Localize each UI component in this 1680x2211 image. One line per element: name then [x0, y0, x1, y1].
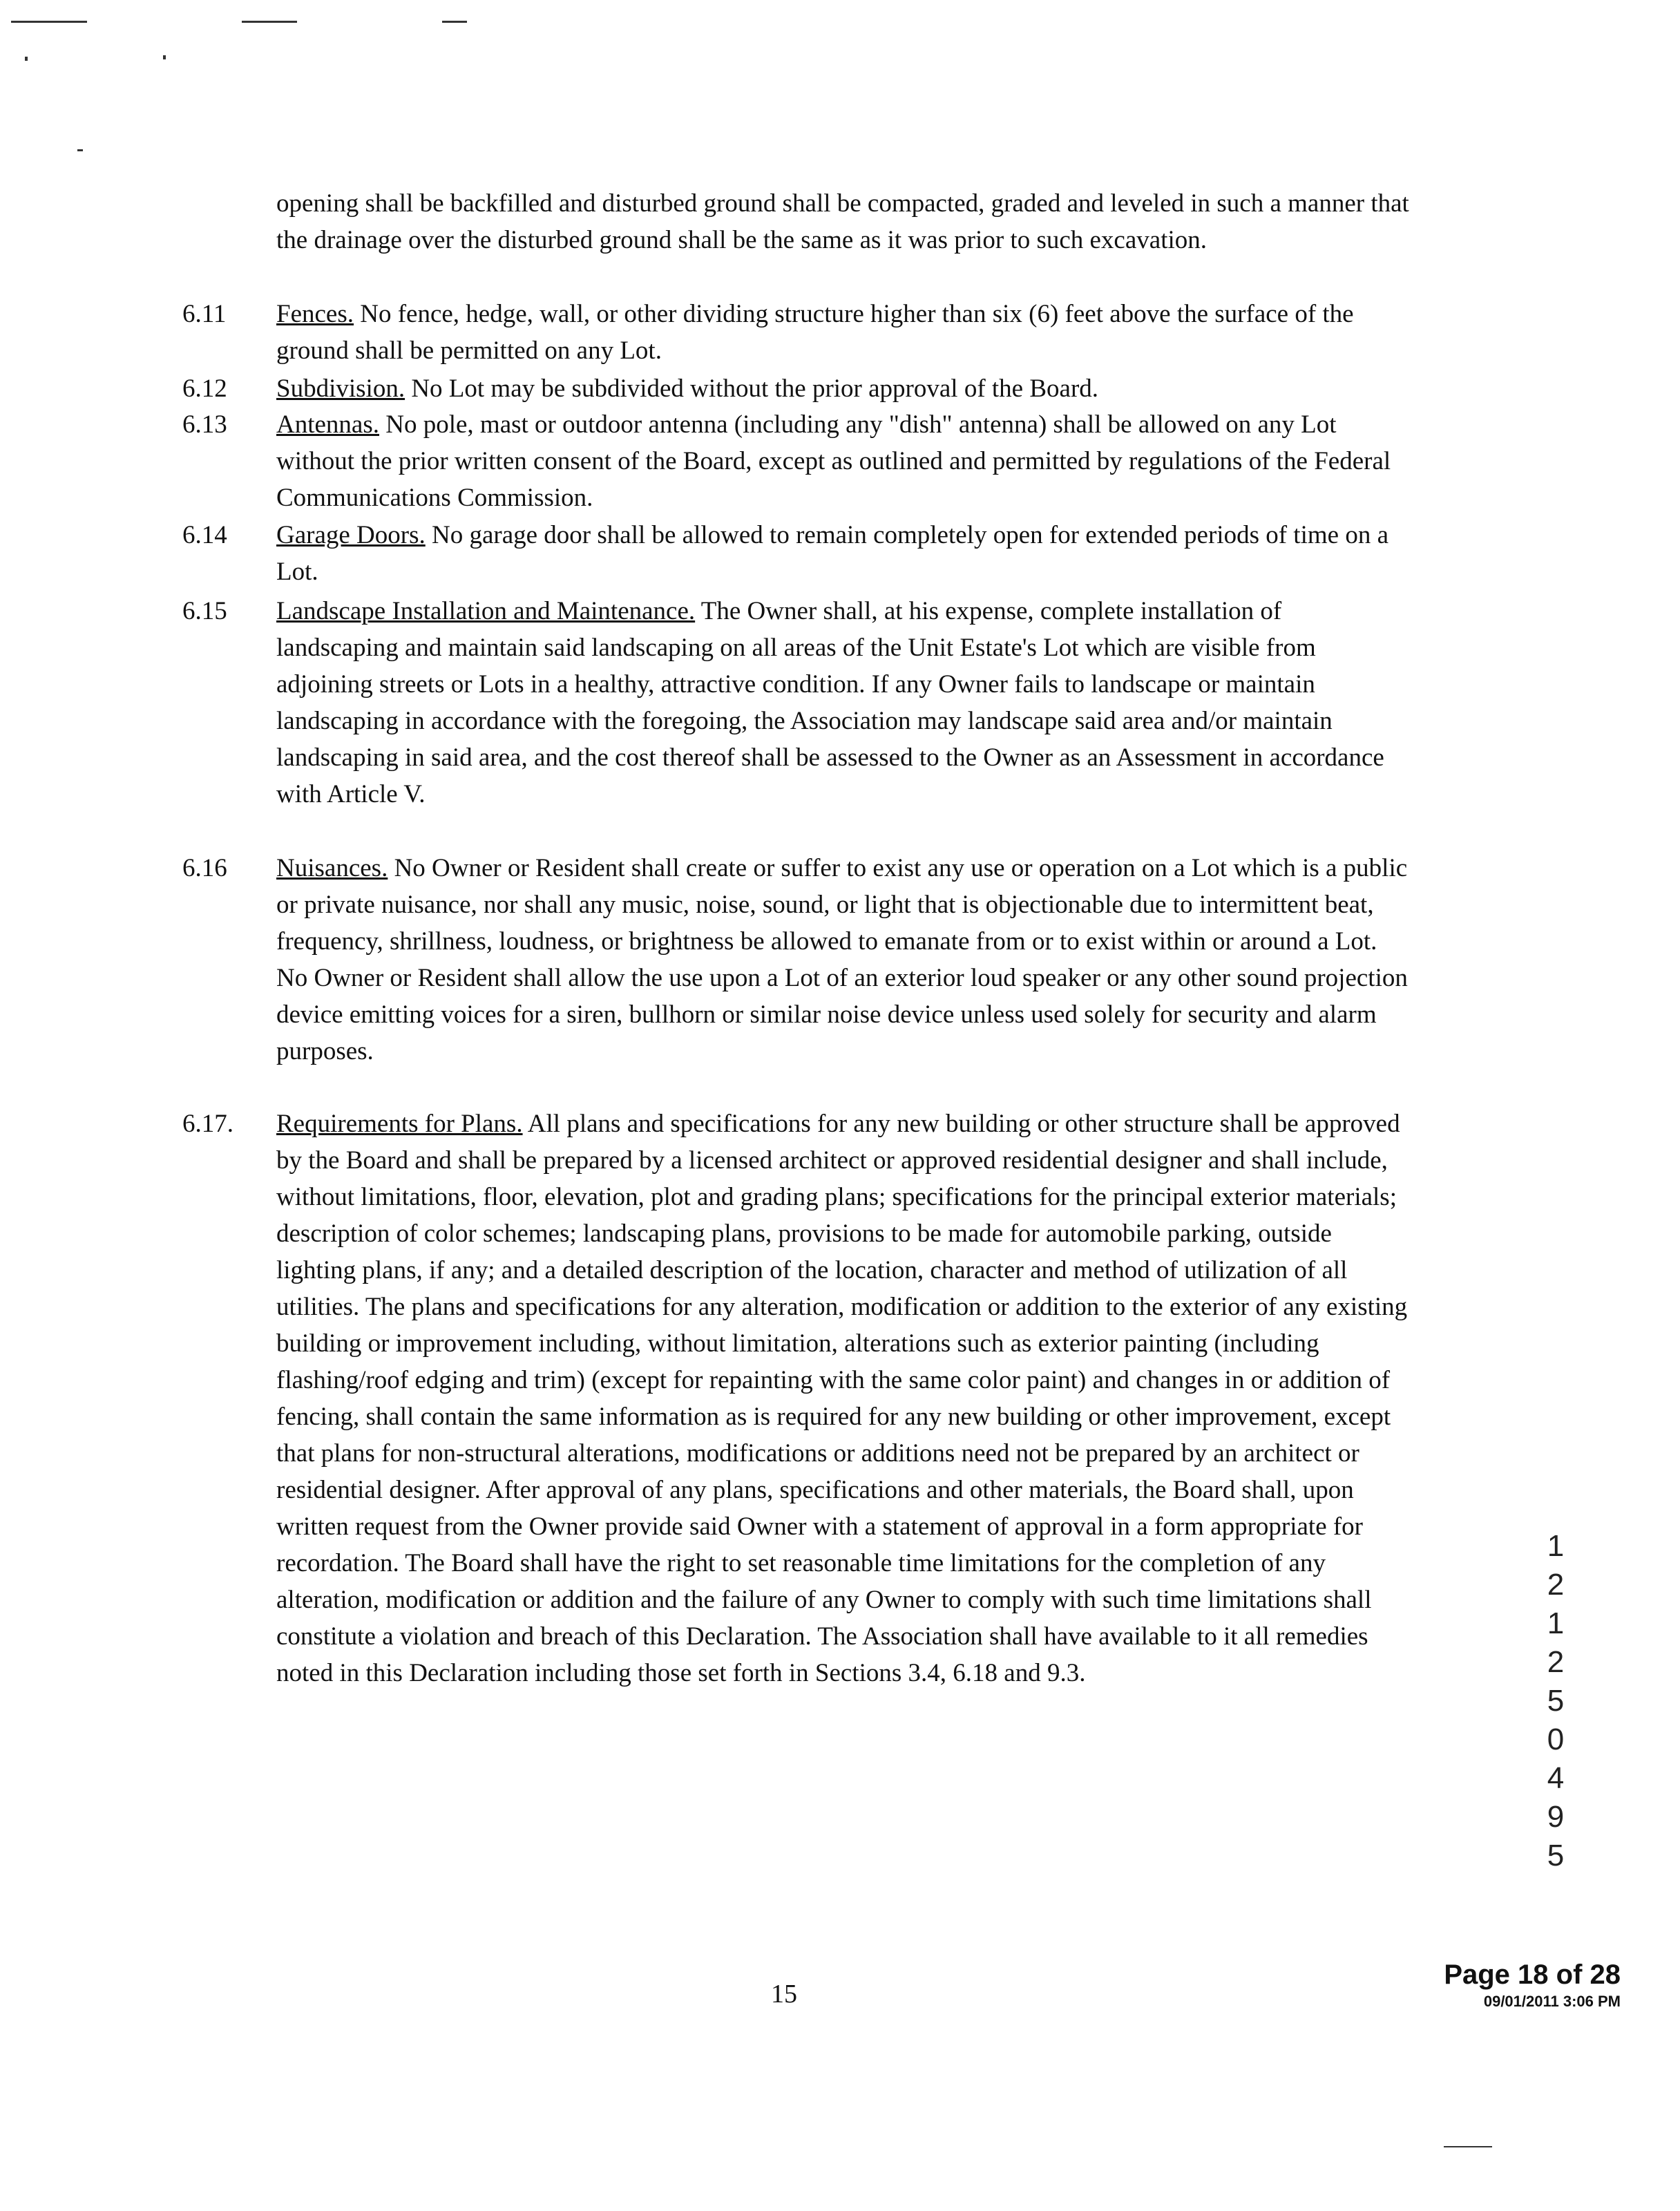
side-digit: 4	[1547, 1761, 1565, 1795]
section-6-16	[182, 850, 1426, 1070]
scan-mark	[25, 57, 28, 61]
section-body	[276, 406, 1409, 516]
section-heading: Landscape Installation and Maintenance.	[276, 597, 696, 625]
section-6-17	[182, 1106, 1426, 1691]
section-body	[276, 370, 1409, 407]
section-6-12	[182, 370, 1426, 407]
page-stamp-timestamp: 09/01/2011 3:06 PM	[1483, 1993, 1621, 2010]
side-digit: 2	[1547, 1645, 1565, 1679]
section-text: No garage door shall be allowed to remain completely open for extended periods of time on a Lot.	[276, 521, 1388, 586]
side-digit: 5	[1547, 1684, 1565, 1718]
section-body	[276, 1106, 1409, 1691]
section-text: All plans and specifications for any new building or other structure shall be approved by the Board and shall be prepared by a licensed architect or approved residential designer and shall include, without limitations, floor, elevation, plot and grading plans; specifications for the principal exterior materials; description of color schemes; landscaping plans, provisions to be made for automobile parking, outside lighting plans, if any; and a detailed description of the location, character and method of utilization of all utilities. The plans and specifications for any alteration, modification or addition to the exterior of any existing building or improvement including, without limitation, alterations such as exterior painting (including flashing/roof edging and trim) (except for repainting with the same color paint) and changes in or addition of fencing, shall contain the same information as is required for any new building or other improvement, except that plans for non-structural alterations, modifications or additions need not be prepared by an architect or residential designer. After approval of any plans, specifications and other materials, the Board shall, upon written request from the Owner provide said Owner with a statement of approval in a form appropriate for recordation. The Board shall have the right to set reasonable time limitations for the completion of any alteration, modification or addition and the failure of any Owner to comply with such time limitations shall constitute a violation and breach of this Declaration. The Association shall have available to it all remedies noted in this Declaration including those set forth in Sections 3.4, 6.18 and 9.3.	[276, 1110, 1408, 1687]
section-number: 6.14	[182, 521, 227, 549]
section-text: No pole, mast or outdoor antenna (including any "dish" antenna) shall be allowed on any Lot without the prior written consent of the Board, except as outlined and permitted by regulations of the Federal Communications Commission.	[276, 410, 1391, 512]
section-body	[276, 517, 1409, 590]
scan-mark	[163, 55, 166, 59]
section-body	[276, 850, 1409, 1070]
section-6-13	[182, 406, 1426, 516]
scan-mark	[77, 149, 83, 151]
section-6-14	[182, 517, 1426, 590]
section-number: 6.15	[182, 597, 227, 625]
section-heading: Subdivision.	[276, 374, 405, 403]
scan-mark	[1444, 2146, 1492, 2147]
section-number: 6.13	[182, 410, 227, 439]
section-body	[276, 296, 1409, 369]
section-text: No Owner or Resident shall create or suffer to exist any use or operation on a Lot which is a public or private nuisance, nor shall any music, noise, sound, or light that is objectionable due to intermittent beat, frequency, shrillness, loudness, or brightness be allowed to emanate from or to exist within or around a Lot. No Owner or Resident shall allow the use upon a Lot of an exterior loud speaker or any other sound projection device emitting voices for a siren, bullhorn or similar noise device unless used solely for security and alarm purposes.	[276, 854, 1408, 1065]
section-number: 6.11	[182, 300, 227, 328]
section-heading: Fences.	[276, 300, 354, 328]
section-number: 6.12	[182, 374, 227, 403]
section-body	[276, 593, 1409, 813]
section-heading: Garage Doors.	[276, 521, 426, 549]
side-digit: 1	[1547, 1606, 1565, 1640]
scan-mark	[242, 21, 297, 23]
side-digit: 2	[1547, 1568, 1565, 1602]
page-number: 15	[771, 1980, 797, 2009]
section-number: 6.17.	[182, 1110, 233, 1138]
scan-mark	[442, 21, 467, 23]
section-text: No fence, hedge, wall, or other dividing structure higher than six (6) feet above the surface of the ground shall be permitted on any Lot.	[276, 300, 1354, 365]
side-digit: 1	[1547, 1529, 1565, 1563]
side-digit: 5	[1547, 1839, 1565, 1872]
section-heading: Nuisances.	[276, 854, 388, 882]
continuation-paragraph: opening shall be backfilled and disturbed ground shall be compacted, graded and leveled in such a manner that the drainage over the disturbed ground shall be the same as it was prior to such excavation.	[276, 189, 1409, 254]
section-text: No Lot may be subdivided without the prior approval of the Board.	[411, 374, 1099, 403]
section-text: The Owner shall, at his expense, complete installation of landscaping and maintain said landscaping on all areas of the Unit Estate's Lot which are visible from adjoining streets or Lots in a healthy, attractive condition. If any Owner fails to landscape or maintain landscaping in accordance with the foregoing, the Association may landscape said area and/or maintain landscaping in said area, and the cost thereof shall be assessed to the Owner as an Assessment in accordance with Article V.	[276, 597, 1384, 808]
page-stamp-label: Page 18 of 28	[1444, 1959, 1621, 1990]
section-heading: Antennas.	[276, 410, 379, 439]
section-6-11	[182, 296, 1426, 369]
section-6-15	[182, 593, 1426, 813]
section-number: 6.16	[182, 854, 227, 882]
scan-mark	[11, 21, 87, 23]
side-digit: 9	[1547, 1800, 1565, 1834]
side-recording-number	[1542, 1527, 1569, 1875]
section-heading: Requirements for Plans.	[276, 1110, 523, 1138]
side-digit: 0	[1547, 1723, 1565, 1756]
